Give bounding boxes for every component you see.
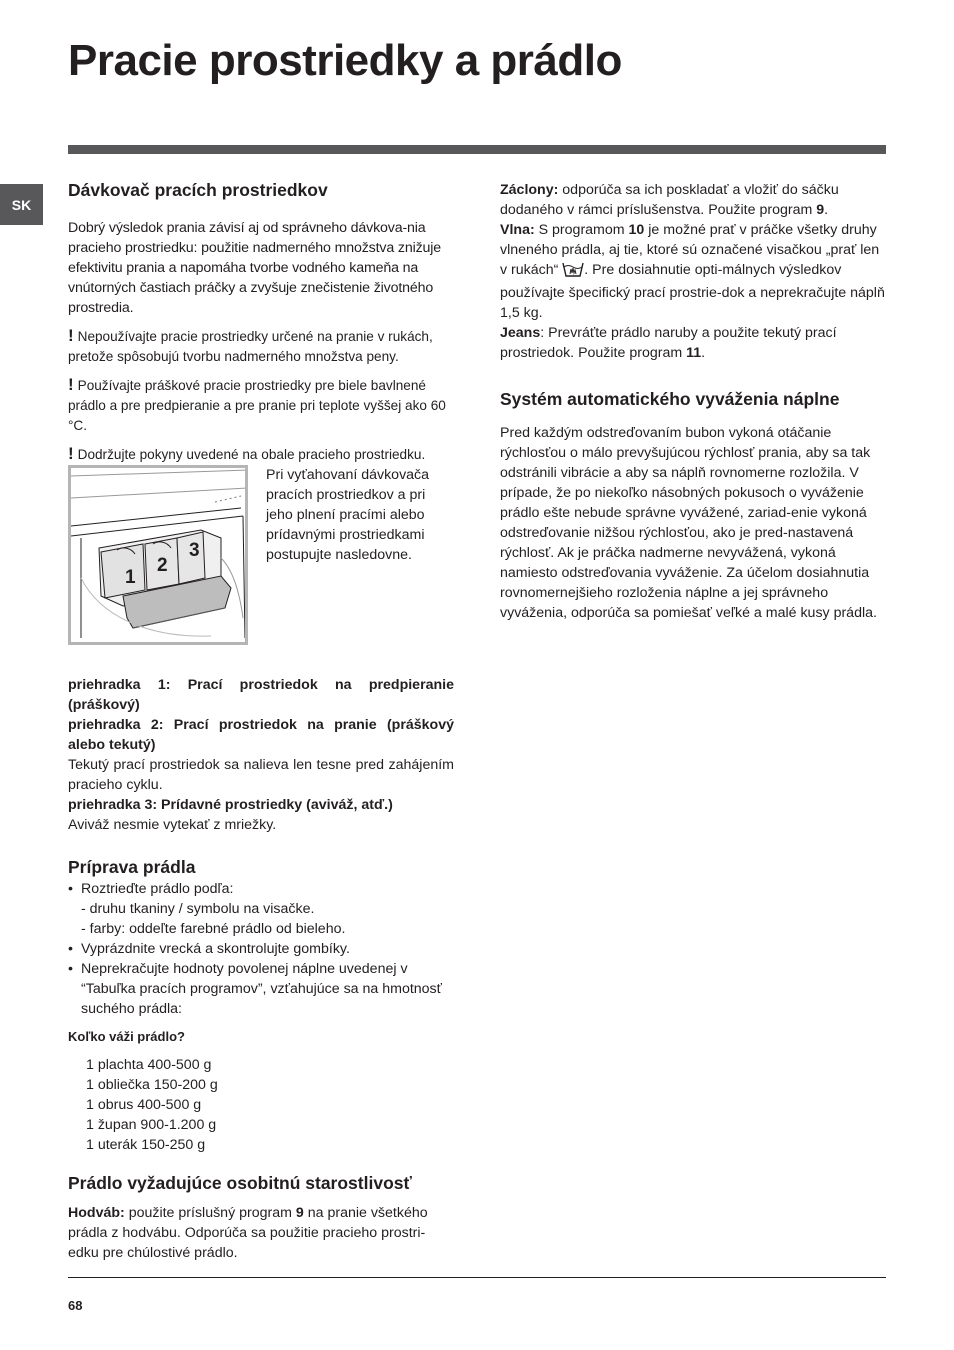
- warning-3: ! Dodržujte pokyny uvedené na obale pracieho prostriedku.: [68, 444, 426, 463]
- preparation-heading: Príprava prádla: [68, 857, 196, 877]
- compartment-2-note: Tekutý prací prostriedok sa nalieva len tesne pred zahájením pracieho cyklu.: [68, 757, 454, 793]
- warning-mark: !: [68, 444, 74, 463]
- dispenser-illustration: [68, 465, 248, 645]
- compartment-3-text: priehradka 3: Prídavné prostriedky (aviváž, atď.): [68, 797, 393, 813]
- special-care-heading: Prádlo vyžadujúce osobitnú starostlivosť: [68, 1173, 412, 1193]
- balance-text: Pred každým odstreďovaním bubon vykoná otáčanie rýchlosťou o málo prevyšujúcou rýchlosť prania, aby sa tak odstránili vibrácie a aby sa náplň rovnomerne rozložila. V prípade, že po niekoľko násobných pokusoch o vyváženie prádlo ešte nebude správne vyvážené, zariad-enie vykoná odstreďovanie nižšou rýchlosťou, ako je pred-nastavená rýchlosť. Ak je práčka nadmerne nevyvážená, vykoná namiesto odstreďovania vyváženie. Za účelom dosiahnutia rovnomernejšieho rozloženia náplne a jej správneho vyváženia, odporúča sa pomiešať veľké a malé kusy prádla.: [500, 425, 877, 621]
- detergent-drawer-illustration: [71, 468, 245, 642]
- warning-1: ! Nepoužívajte pracie prostriedky určené na pranie v rukách, pretože spôsobujú tvorbu nadmerného množstva peny.: [68, 326, 433, 364]
- weight-item: 1 obliečka 150-200 g: [86, 1077, 218, 1093]
- dispenser-heading: Dávkovač pracích prostriedkov: [68, 180, 328, 200]
- dispenser-intro: Dobrý výsledok prania závisí aj od správneho dávkova-nia pracieho prostriedku: použitie nadmerného množstva znižuje efektivitu prania a napomáha tvorbe vodného kameňa na vnútorných častiach práčky a zvyšuje znečistenie životného prostredia.: [68, 220, 441, 316]
- language-tab: SK: [0, 184, 43, 225]
- jeans-paragraph: Jeans: Prevráťte prádlo naruby a použite tekutý prací prostriedok. Použite program 11.: [500, 325, 837, 361]
- right-column: [500, 180, 886, 623]
- silk-paragraph: Hodváb: použite príslušný program 9 na pranie všetkého prádla z hodvábu. Odporúča sa použitie pracieho prostri-edku pre chúlostivé prádlo.: [68, 1205, 428, 1261]
- compartment-2-text: priehradka 2: Prací prostriedok na pranie (práškový alebo tekutý): [68, 717, 454, 753]
- dispenser-figure-text: Pri vyťahovaní dávkovača pracích prostriedkov a pri jeho plnení pracími alebo prídavnými prostriedkami postupujte nasledovne.: [266, 467, 430, 563]
- weight-item: 1 župan 900-1.200 g: [86, 1117, 217, 1133]
- footer-rule: [68, 1277, 886, 1278]
- compartment-3-label: 3: [189, 540, 200, 561]
- wool-paragraph: Vlna: S programom 10 je možné prať v práčke všetky druhy vlneného prádla, aj tie, ktoré sú označené visačkou „prať len v rukách“ . Pre dosiahnutie opti-málnych výsledkov používajte špecifický prací prostrie-dok a neprekračujte náplň 1,5 kg.: [500, 222, 885, 321]
- header-rule: [68, 145, 886, 154]
- list-item: • Roztrieďte prádlo podľa: - druhu tkaniny / symbolu na visačke. - farby: oddeľte farebné prádlo od bieleho.: [68, 879, 454, 939]
- compartment-3-note: Aviváž nesmie vytekať z mriežky.: [68, 817, 277, 833]
- weight-item: 1 plachta 400-500 g: [86, 1057, 212, 1073]
- page-number: 68: [68, 1298, 83, 1313]
- weights-heading: Koľko váži prádlo?: [68, 1029, 185, 1044]
- warning-mark: !: [68, 326, 74, 345]
- weights-list: [68, 1055, 454, 1155]
- compartment-2-label: 2: [157, 555, 168, 576]
- weight-item: 1 uterák 150-250 g: [86, 1137, 206, 1153]
- left-column: [68, 178, 454, 1263]
- list-item: • Vyprázdnite vrecká a skontrolujte gombíky.: [68, 939, 454, 959]
- balance-heading: Systém automatického vyváženia náplne: [500, 389, 840, 409]
- curtains-paragraph: Záclony: odporúča sa ich poskladať a vložiť do sáčku dodaného v rámci príslušenstva. Použite program 9.: [500, 182, 839, 218]
- warning-mark: !: [68, 375, 74, 394]
- weight-item: 1 obrus 400-500 g: [86, 1097, 202, 1113]
- dispenser-figure-row: [68, 465, 454, 645]
- preparation-list: [68, 879, 454, 1019]
- compartment-1-text: priehradka 1: Prací prostriedok na predpieranie (práškový): [68, 677, 454, 713]
- compartment-1-label: 1: [125, 567, 136, 588]
- page-title: Pracie prostriedky a prádlo: [68, 36, 622, 85]
- list-item: • Neprekračujte hodnoty povolenej náplne uvedenej v “Tabuľka pracích programov”, vzťahujúce sa na hmotnosť suchého prádla:: [68, 959, 454, 1019]
- warning-2: ! Používajte práškové pracie prostriedky pre biele bavlnené prádlo a pre predpieranie a pre pranie pri teplote vyššej ako 60 °C.: [68, 375, 446, 433]
- hand-wash-icon: [562, 261, 584, 283]
